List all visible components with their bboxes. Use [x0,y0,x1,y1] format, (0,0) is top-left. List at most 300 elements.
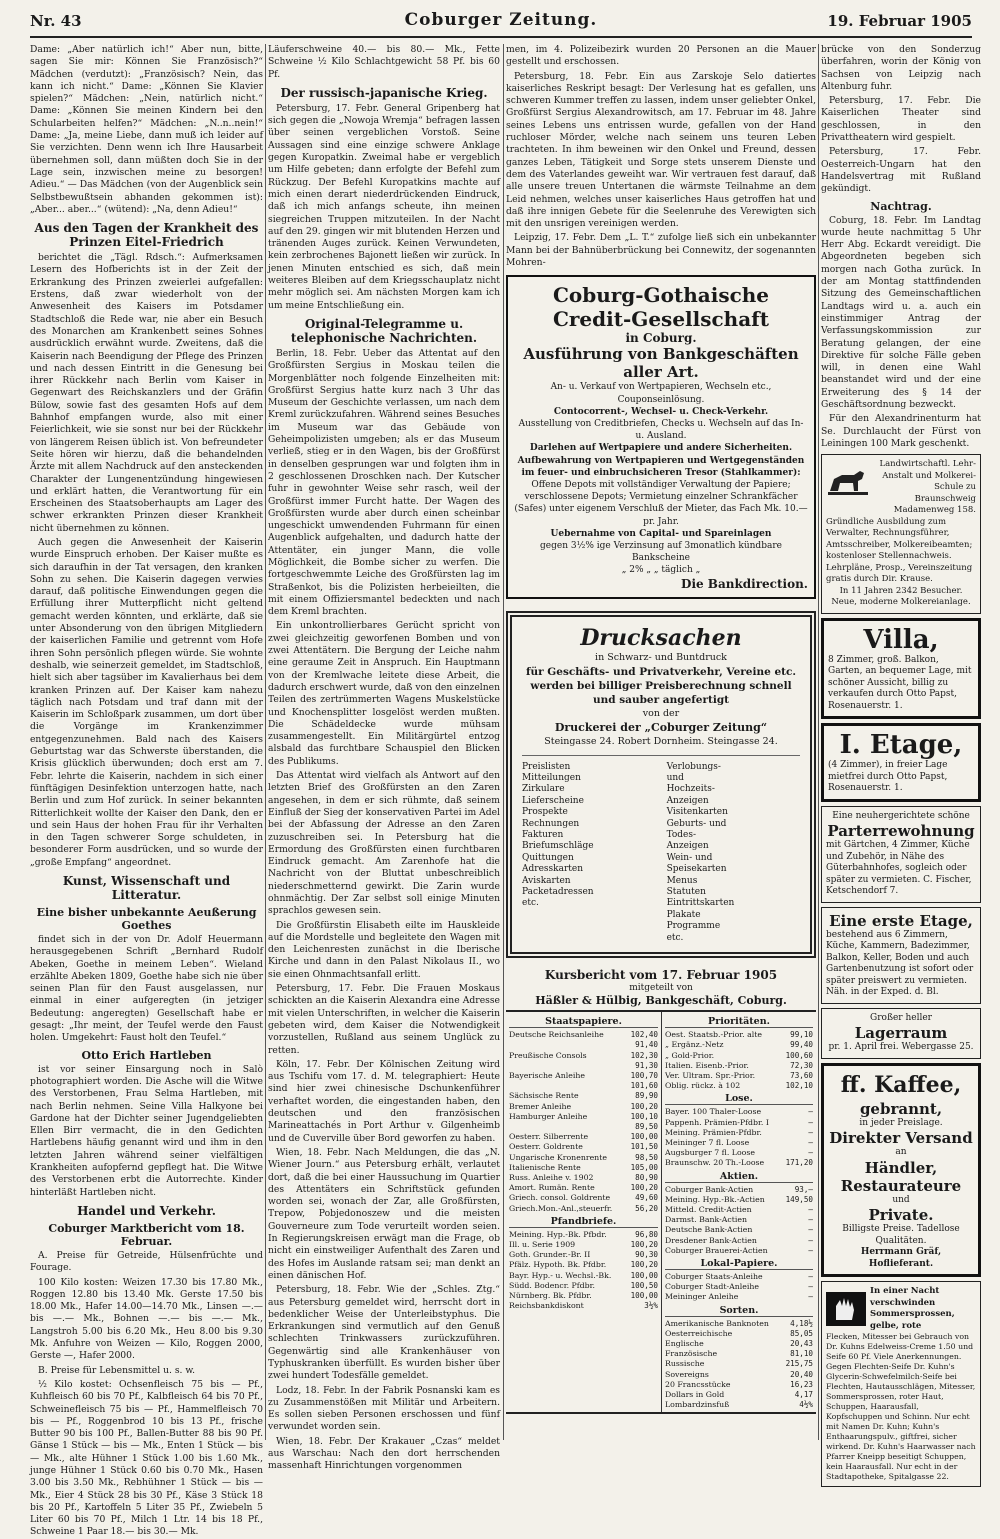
exchange-value: 90,30 [635,1250,658,1260]
section-heading: Nachtrag. [870,199,932,213]
cream-title: In einer Nacht verschwinden Sommersprossen, gelbe, rote [870,1286,955,1331]
exchange-row [665,1071,813,1081]
exchange-value: 72,30 [790,1060,813,1070]
exchange-name: Deutsche Reichsanleihe [509,1030,604,1040]
article-text: Köln, 17. Febr. Der Kölnischen Zeitung wird aus Tschifu vom 17. d. M. telegraphiert: Heute sind hier zwei chinesische Dschunkenführer verhaftet worden, die eingestanden haben, den deutschen und den französischen Marineattachés in Port Arthur v. Gilgenheimb und de Cuverville über Bord geworfen zu haben. [268,1058,500,1144]
exchange-row [665,1205,813,1215]
article-heading: Otto Erich Hartleben [81,1048,212,1062]
print-shop-advertisement [506,611,816,959]
exchange-name: Lombardzinsfuß [665,1400,730,1410]
exchange-row [509,1040,658,1050]
exchange-row [665,1158,813,1168]
exchange-row [509,1061,658,1071]
print-products-left [522,762,655,945]
exchange-name: Meining. Hyp.-Bk.-Actien [665,1194,765,1204]
exchange-group-heading: Lokal-Papiere. [665,1258,813,1270]
exchange-value: 49,60 [635,1193,658,1203]
exchange-value: 89,90 [635,1091,658,1101]
exchange-name: „ Gold-Prior. [665,1050,715,1060]
article-text: ½ Kilo kostet: Ochsenfleisch 75 bis — Pf., Kuhfleisch 60 bis 70 Pf., Kalbfleisch 64 bis 70 Pf., Schweinefleisch 75 bis — Pf., Hammelfleisch 70 bis — Pf., Roggenbrod 10 bis 13 Pf., frische Butter 90 bis 100 Pf., Ballen-Butter 88 bis 90 Pf. Gänse 1 Stück — bis — Mk., Enten 1 Stück — bis — Mk., alte Hühner 1 Stück 1.00 bis 1.60 Mk., junge Hühner 1 Stück 0.60 bis 0.70 Mk., Hasen 3.00 bis 3.50 Mk., Rebhühner 1 Stück — bis — Mk., Eier 4 Stück 28 bis 30 Pf., Käse 3 Stück 18 bis 20 Pf., Kartoffeln 5 Liter 35 Pf., Zwiebeln 5 Liter 60 bis 70 Pf., Milch 1 Ltr. 14 bis 18 Pf., Schweine 1 Paar 18.— bis 30.— Mk. [30,1378,263,1538]
print-product-item: Lieferscheine [522,795,584,806]
article-text: B. Preise für Lebensmittel u. s. w. [38,1364,196,1376]
article-text: Coburg, 18. Febr. Im Landtag wurde heute nachmittag 5 Uhr Herr Abg. Eckardt vereidigt. Die Abgeordneten begeben sich morgen nach Gotha zurück. In der am Montag stattfindenden Sitzung des Gemeinschaftlichen Landtags wird u. a. auch ein einstimmiger Antrag der Verfassungskommission zur Beratung gelangen, der eine Direktive für solche Fälle geben will, in denen eine Wahl beanstandet wird und der eine Erweiterung des § 14 der Geschäftsordnung bezweckt. [821,214,981,411]
print-product-item: Packetadressen etc. [522,887,594,909]
etage-advertisement [821,723,981,802]
exchange-value: 101,60 [630,1081,658,1091]
exchange-row [509,1271,658,1281]
exchange-row [665,1138,813,1148]
apartment-advertisement [821,806,981,903]
article-text: findet sich in der von Dr. Adolf Heuermann herausgegebenen Schrift „Bernhard Rudolf Abeken, Goethe in meinem Leben“. Wieland erzählte Abeken 1809, Goethe habe sich nie über seinen Plan für den Faust ausgelassen, nur einmal in einer aufgeregten (in jetziger Bedeutung: angeregten) Gesellschaft habe er gesagt: „Ihr meint, der Teufel werde den Faust holen. Umgekehrt: Faust holt den Teufel.“ [30,934,263,1044]
exchange-name: 20 Francsstücke [665,1379,731,1389]
page-header [30,6,972,38]
exchange-value: 20,43 [790,1338,813,1348]
exchange-name: „ Ergänz.-Netz [665,1040,724,1050]
article-text: brücke von den Sonderzug überfahren, worin der König von Sachsen von Leipzig nach Altenburg fuhr. [821,44,981,92]
exchange-row [665,1128,813,1138]
exchange-value: 89,50 [635,1121,658,1131]
exchange-row [665,1390,813,1400]
exchange-name: Sovereigns [665,1369,709,1379]
exchange-row [665,1400,813,1410]
exchange-row [665,1148,813,1158]
exchange-row [509,1081,658,1091]
exchange-name: Goth. Grunder.-Br. II [509,1250,591,1260]
exchange-name: Bayr. Hyp.- u. Wechsl.-Bk. [509,1270,612,1280]
bank-signature: Die Bankdirection. [681,576,808,591]
article-text: 100 Kilo kosten: Weizen 17.30 bis 17.80 Mk., Roggen 12.80 bis 13.40 Mk. Gerste 17.50 bis 18.00 Mk., Hafer 14.00—14.70 Mk., Linsen —.— bis —.— Mk., Bohnen —.— bis —.— Mk., Langstroh 5.00 bis 6.20 Mk., Heu 8.00 bis 9.30 Mk. Anfuhre von Weizen — Kilo, Roggen 2000, Gerste —, Hafer 2000. [30,1276,263,1362]
hand-icon [826,1292,866,1326]
article-text: Das Attentat wird vielfach als Antwort auf den letzten Brief des Großfürsten an den Zaren angesehen, in dem er sich rühmte, daß seinem Einfluß der Sieg der konservativen Partei im Adel bei der Abfassung der Adresse an den Zaren zuzuschreiben sei. In Petersburg hat die Ermordung des Großfürsten einen furchtbaren Eindruck gemacht. Am Zarenhofe hat die Nachricht von der Bluttat unbeschreiblich niederschmetternd gewirkt. Die Zarin wurde ohnmächtig. Der Zar selbst soll einige Minuten sprachlos gewesen sein. [268,770,500,917]
exchange-name: Braunschw. 20 Th.-Loose [665,1158,765,1168]
exchange-name: Meining. Hyp.-Bk. Pfbdr. [509,1229,607,1239]
exchange-value: 100,50 [630,1280,658,1290]
exchange-name: Russische [665,1359,705,1369]
exchange-name: Italien. Eisenb.-Prior. [665,1060,749,1070]
page-number: Nr. 43 [30,12,82,30]
article-heading: Aus den Tagen der Krankheit des Prinzen Eitel-Friedrich [34,221,259,250]
exchange-row [509,1183,658,1193]
exchange-row [665,1195,813,1205]
school-note: In 11 Jahren 2342 Besucher. Neue, moderne Molkereianlage. [831,585,971,608]
horse-logo-icon [826,467,870,497]
exchange-value: 98,50 [635,1152,658,1162]
cream-desc: Flecken, Mitesser bei Gebrauch von Dr. Kuhns Edelweiss-Creme 1.50 und Seife 60 Pf. Viele Anerkennungen. Gegen Flechten-Seife Dr. Kuhn's Glycerin-Schwefelmilch-Seife bei Flechten, Hautausschlägen, Mitesser, Sommersprossen, roter Haut, Schuppen, Haarausfall, Kopfschuppen und Schinn. Nur echt mit Namen Dr. Kuhn; Kuhn's Enthaarungspulv., giftfrei, sicher wirkend. Dr. Kuhn's Haarwasser nach Pfarrer Kneipp beseitigt Schuppen, kein Haarausfall. Nur echt in der Stadtapotheke, Spitalgasse 22. [826,1332,976,1482]
exchange-value: — [808,1204,813,1214]
print-product-item: Geburts- und Todes-Anzeigen [666,818,727,852]
exchange-value: 100,00 [630,1290,658,1300]
apartment-title: Parterrewohnung [827,822,975,841]
section-heading: Original-Telegramme u. telephonische Nachrichten. [290,316,478,345]
exchange-value: 20,40 [790,1369,813,1379]
exchange-value: 101,50 [630,1142,658,1152]
coffee-line: an [895,1147,907,1158]
exchange-value: 4½% [799,1400,813,1410]
article-heading: Coburger Marktbericht vom 18. Februar. [48,1221,245,1248]
coffee-line: Direkter Versand [829,1129,973,1148]
exchange-name: Pappenh. Prämien-Pfdbr. I [665,1117,769,1127]
exchange-row [509,1153,658,1163]
article-text: berichtet die „Tägl. Rdsch.“: Aufmerksamen Lesern des Hofberichts ist in der Zeit der Erkrankung des Prinzen zweierlei aufgefallen: Erstens, daß zwar wiederholt von der Anwesenheit des Kaisers im Potsdamer Stadtschloß die Rede war, nie aber ein Besuch des Monarchen am Krankenbett seines Sohnes ausdrücklich erwähnt wurde. Zweitens, daß die Kaiserin nach Beendigung der Pflege des Prinzen und nach dessen Eintritt in die Genesung bei ihrer Rückkehr nach Berlin vom Kaiser in Gegenwart des Reichskanzlers und der Gräfin Bülow, sowie fast des gesamten Hofs auf dem Bahnhof empfangen wurde, also mit einer Feierlichkeit, wie sie sonst nur bei der Rückkehr von längerem Reisen üblich ist. Von befreundeter Seite hören wir hierzu, daß die behandelnden Ärzte mit allem Nachdruck auf den ansteckenden Charakter der Lungenentzündung hingewiesen und erklärt hatten, die Verantwortung für ein Erscheinen des Staatsoberhaupts am Lager des schwer erkrankten Prinzen dieser Krankheit nicht übernehmen zu können. [30,252,263,534]
exchange-value: 100,20 [630,1101,658,1111]
coffee-line: Billigste Preise. Tadellose Qualitäten. [842,1224,960,1246]
exchange-value: — [808,1215,813,1225]
article-text: Wien, 18. Febr. Nach Meldungen, die das „N. Wiener Journ.“ aus Petersburg erhält, verlautet dort, daß die bei einer Haussuchung im Quartier des Attentäters ein Schriftstück gefunden worden sei, wonach der Zar, alle Großfürsten, Trepow, Pobjedonoszew und die meisten Gouverneure zum Tode verurteilt worden seien. In Regierungskreisen erwägt man die Frage, ob nicht ein einstweiliger Aufenthalt des Zaren und des Hofes im Auslande ratsam sei; man denkt an einen dänischen Hof. [268,1146,500,1281]
coffee-advertisement [821,1063,981,1278]
exchange-name: Oesterr. Goldrente [509,1142,583,1152]
print-products-right [667,762,800,945]
exchange-name: Griech.Mon.-Anl.,steuerfr. [509,1203,613,1213]
bank-line: Uebernahme von Capital- und Spareinlagen [550,528,772,539]
exchange-row [509,1260,658,1270]
exchange-value: — [808,1235,813,1245]
exchange-row [509,1193,658,1203]
exchange-row [665,1185,813,1195]
exchange-value: — [808,1282,813,1292]
school-desc: Gründliche Ausbildung zum Verwalter, Rechnungsführer, Amtsschreiber, Molkereibeamten; kostenloser Stellennachweis. Lehrpläne, Prosp., Vereinszeitung gratis durch Dir. Krause. [826,516,973,585]
exchange-name: Hamburger Anleihe [509,1111,588,1121]
bank-subtitle: Ausführung von Bankgeschäften aller Art. [523,345,799,382]
print-product-item: Preislisten [522,761,571,772]
column-rule [818,44,819,1440]
exchange-value: 100,20 [630,1260,658,1270]
exchange-name: Amort. Rumän. Rente [509,1183,595,1193]
exchange-row [665,1030,813,1040]
print-shop-name: Druckerei der „Coburger Zeitung“ [554,720,768,734]
print-shop-line: von der [642,707,680,719]
print-product-item: Rechnungen [522,818,580,829]
villa-desc: 8 Zimmer, groß. Balkon, Garten, an bequemer Lage, mit schöner Aussicht, billig zu verkaufen durch Otto Papst, Rosenauerstr. 1. [828,654,972,711]
article-text: men, im 4. Polizeibezirk wurden 20 Personen an die Mauer gestellt und erschossen. [506,44,816,68]
bank-line: gegen 3½% ige Verzinsung auf 3monatlich kündbare Bankscheine [540,540,782,564]
exchange-name: Pfälz. Hypoth. Bk. Pfdbr. [509,1260,607,1270]
exchange-value: — [808,1225,813,1235]
exchange-name: Meining. Prämien-Pfdbr. [665,1127,762,1137]
bank-line: Ausstellung von Creditbriefen, Checks u. Wechseln auf das In- u. Ausland. [518,418,804,442]
print-product-item: Programme etc. [666,921,721,943]
article-text: Leipzig, 17. Febr. Dem „L. T.“ zufolge ließ sich ein unbekannter Mann bei der Bahnüberbrückung bei Connewitz, der sogenannten Mohren- [506,232,816,269]
article-text: Lodz, 18. Febr. In der Fabrik Posnanski kam es zu Zusammenstößen mit Militär und Arbeitern. Es sollen sieben Personen erschossen und fünf verwundet worden sein. [268,1384,500,1433]
article-text: Ein unkontrollierbares Gerücht spricht von zwei gleichzeitig geworfenen Bomben und von zwei Attentätern. Die Bergung der Leiche nahm eine geraume Zeit in Anspruch. Ein Hauptmann von der Kremlwache leitete diese Arbeit, die dadurch erschwert wurde, daß von den einzelnen Teilen des zertrümmerten Wagens Muskelstücke und Knochensplitter losgelöst werden mußten. Die Schädeldecke wurde mühsam zusammengestellt. Ein Militärgürtel entzog alsbald das furchtbare Schauspiel den Blicken des Publikums. [268,620,500,767]
print-product-item: Wein- und Speisekarten [666,852,727,875]
print-product-item: Mitteilungen [522,773,581,783]
exchange-value: 91,30 [635,1060,658,1070]
print-product-item: Adresskarten [522,864,583,875]
exchange-row [665,1246,813,1256]
storage-desc: pr. 1. April frei. Webergasse 25. [828,1042,974,1053]
bank-line: Aufbewahrung von Wertpapieren und Wertgegenständen im feuer- und einbruchsicheren Tresor (Stahlkammer): [517,455,805,478]
exchange-name: Bayer. 100 Thaler-Loose [665,1107,762,1117]
exchange-row [509,1230,658,1240]
exchange-name: Coburger Bank-Actien [665,1184,754,1194]
article-text: Berlin, 18. Febr. Ueber das Attentat auf den Großfürsten Sergius in Moskau teilen die Morgenblätter noch folgende Einzelheiten mit: Großfürst Sergius hatte kurz nach 3 Uhr das Museum der Geschichte verlassen, um nach dem Kreml zurückzufahren. Während seines Besuches im Museum war das Gebäude von Geheimpolizisten umgeben; als er das Museum verließ, stieg er in den Wagen, bis der Großfürst in denselben gesprungen war und folgten ihm in 2 geschlossenen Droschken nach. Der Kutscher fuhr in gewohnter Weise sehr rasch, weil der Großfürst immer Furcht hatte. Der Wagen des Großfürsten wurde aber durch einen scheinbar ungeschickt umwendenden Fuhrmann für einen Augenblick aufgehalten, und dadurch hatte der Attentäter, ein junger Mann, die volle Möglichkeit, die Bombe sicher zu werfen. Die fortgeschwemmte Leiche des Großfürsten lag im Straßenkot, bis die Polizisten herbeieilten, die mit einem Offiziersmantel bedeckten und nach dem Kreml brachten. [268,347,500,618]
exchange-name: Ver. Ultram. Spr.-Prior. [665,1070,756,1080]
bank-line: An- u. Verkauf von Wertpapieren, Wechseln etc., Couponseinlösung. [550,382,772,405]
exchange-value: 100,60 [785,1050,813,1060]
exchange-value: 56,20 [635,1203,658,1213]
article-text: Petersburg, 17. Febr. Oesterreich-Ungarn hat den Handelsvertrag mit Rußland gekündigt. [821,146,981,195]
print-shop-line: für Geschäfts- und Privatverkehr, Vereine etc. [525,665,797,678]
print-product-item: Briefumschläge [522,841,594,852]
exchange-value: 99,10 [790,1030,813,1040]
coffee-line: in jeder Preislage. [859,1117,943,1128]
exchange-row [665,1051,813,1061]
exchange-group-heading: Sorten. [665,1305,813,1317]
exchange-value: 91,40 [635,1040,658,1050]
exchange-value: — [808,1148,813,1158]
exchange-name: Deutsche Bank-Actien [665,1225,753,1235]
etage-title: I. Etage, [839,730,963,761]
article-text: Wien, 18. Febr. Der Krakauer „Czas“ meldet aus Warschau: Nach den dort herrschenden massenhaft Hinrichtungen vorgenommen [268,1435,500,1472]
exchange-row [665,1329,813,1339]
etage-desc: (4 Zimmer), in freier Lage mietfrei durch Otto Papst, Rosenauerstr. 1. [828,760,948,794]
print-product-item: Fakturen [522,830,564,841]
exchange-value: 93,— [794,1184,813,1194]
coffee-vendor: Herrmann Gräf, Hoflieferant. [860,1247,942,1269]
exchange-value: — [808,1245,813,1255]
exchange-row [509,1030,658,1040]
article-text: Petersburg, 17. Febr. Die Kaiserlichen Theater sind geschlossen, in den Privattheatern wird gespielt. [821,95,981,144]
cream-advertisement [821,1281,981,1487]
article-text: Petersburg, 18. Febr. Wie der „Schles. Ztg.“ aus Petersburg gemeldet wird, herrscht dort in bedenklicher Weise der Unterleibstyphus. Die Erkrankungen sind vermutlich auf den Genuß schlechten Trinkwassers zurückzuführen. Gegenwärtig sind alle Krankenhäuser von Typhuskranken überfüllt. Es wurden bisher über zwei hundert Todesfälle gemeldet. [268,1284,500,1382]
first-floor-advertisement [821,907,981,1004]
exchange-name: Französische [665,1349,718,1359]
print-product-item: Statuten [666,887,706,898]
exchange-name: Bayerische Anleihe [509,1070,585,1080]
exchange-table-left [506,1012,661,1412]
bank-line: „ 2% „ „ täglich „ [621,565,701,576]
apartment-intro: Eine neuhergerichtete schöne [832,810,970,821]
coffee-sub: gebrannt, [859,1099,943,1118]
exchange-name: Coburger Staats-Anleihe [665,1271,763,1281]
exchange-row [509,1291,658,1301]
article-heading: Eine bisher unbekannte Aeußerung Goethes [36,906,257,932]
exchange-value: 85,05 [790,1328,813,1338]
exchange-value: 96,80 [635,1229,658,1239]
column-1 [30,44,263,1538]
exchange-name: Sächsische Rente [509,1091,579,1101]
print-product-item: Visitenkarten [666,807,728,818]
column-3 [506,44,816,1440]
column-4 [821,44,981,1482]
exchange-row [665,1319,813,1329]
bank-place: in Coburg. [625,331,697,346]
exchange-value: — [808,1292,813,1302]
exchange-value: 102,10 [785,1081,813,1091]
exchange-value: 100,70 [630,1070,658,1080]
exchange-row [665,1215,813,1225]
exchange-name: Reichsbankdiskont [509,1301,584,1311]
print-shop-address: Steingasse 24. Robert Dornheim. Steingasse 24. [544,735,778,747]
first-floor-title: Eine erste Etage, [829,911,973,930]
coffee-line: Händler, Restaurateure [840,1158,962,1195]
exchange-row [509,1281,658,1291]
section-heading: Der russisch-japanische Krieg. [280,85,488,100]
exchange-value: 81,10 [790,1349,813,1359]
villa-advertisement [821,618,981,720]
exchange-row [509,1240,658,1250]
exchange-row [509,1112,658,1122]
exchange-value: 99,40 [790,1040,813,1050]
print-product-item: Eintrittskarten [666,898,735,909]
article-text: Die Großfürstin Elisabeth eilte im Hauskleide auf die Mordstelle und begleitete den Wagen mit den Leichenresten zunächst in die Iberische Kirche und dann in den Palast Nikolaus II., wo sie einen Ohnmachtsanfall erlitt. [268,919,500,980]
school-title: Landwirtschaftl. Lehr-Anstalt und Molkerei-Schule zu Braunschweig [879,459,976,504]
newspaper-title: Coburger Zeitung. [404,10,598,30]
exchange-row [665,1118,813,1128]
section-heading: Handel und Verkehr. [77,1203,216,1218]
exchange-row [509,1122,658,1132]
exchange-name: Englische [665,1338,704,1348]
exchange-name: Coburger Stadt-Anleihe [665,1282,759,1292]
exchange-row [509,1091,658,1101]
exchange-name: Oest. Staatsb.-Prior. alte [665,1030,762,1040]
exchange-value: 73,60 [790,1070,813,1080]
issue-date: 19. Februar 1905 [827,12,972,30]
school-address: Madamenweg 158. [893,505,976,516]
exchange-row [665,1282,813,1292]
exchange-row [509,1173,658,1183]
exchange-value: 3½% [644,1301,658,1311]
exchange-name: Darmst. Bank-Actien [665,1215,747,1225]
exchange-name: Oesterreichische [665,1328,733,1338]
exchange-group-heading: Pfandbriefe. [509,1216,658,1228]
print-shop-line: in Schwarz- und Buntdruck [595,651,727,663]
exchange-name: Mitteld. Credit-Actien [665,1204,752,1214]
exchange-row [509,1250,658,1260]
article-text: Auch gegen die Anwesenheit der Kaiserin wurde Einspruch erhoben. Der Kaiser mußte es sich daraufhin in der Tat versagen, den kranken Sohn zu sehen. Die Kaiserin dagegen verwies darauf, daß politische Einwendungen gegen die Erfüllung ihrer Mutterpflicht nicht geltend gemacht werden könnten, und erklärte, daß sie unter Absonderung von den übrigen Mitgliedern der kaiserlichen Familie und getrennt vom Hofe ihren Sohn persönlich pflegen würde. Sie wohnte deshalb, wie seinerzeit gemeldet, im Stadtschloß, hielt sich aber tagsüber im Kavalierhaus bei dem kranken Prinzen auf. Der Kaiser kam nahezu täglich nach Potsdam und traf dann mit der Kaiserin im Schloßpark zusammen, um dort über die Vorgänge im Krankenzimmer entgegenzunehmen. Bald nach des Kaisers Geburtstag war das Schwerste überstanden, die Krisis glücklich überwunden; doch erst am 7. Febr. lehrte die Kaiserin, nachdem in sich einer fünftägigen Desinfektion unterzogen hatte, nach Berlin und zum Hof zurück. In seiner bekannten Ritterlichkeit wollte der Kaiser den Dank, den er und sein Haus der hohen Frau für ihr Verhalten in den Tagen schwerer Sorge schuldeten, in besonderer Form ausdrücken, und so wurde der „große Empfang“ angeordnet. [30,536,263,868]
exchange-name: Amerikanische Banknoten [665,1318,769,1328]
article-text: Läuferschweine 40.— bis 80.— Mk., Fette Schweine ½ Kilo Schlachtgewicht 58 Pf. bis 60 Pf. [268,44,500,80]
exchange-name: Südd. Bodencr. Pfdbr. [509,1280,596,1290]
column-rule [503,44,504,1440]
first-floor-desc: bestehend aus 6 Zimmern, Küche, Kammern, Badezimmer, Balkon, Keller, Boden und auch Gartenbenutzung ist sofort oder später preiswert zu vermieten. Näh. in der Exped. d. Bl. [826,929,974,998]
storage-intro: Großer heller [870,1012,932,1023]
villa-title: Villa, [863,624,939,655]
exchange-row [665,1040,813,1050]
exchange-name: Bremer Anleihe [509,1101,572,1111]
exchange-row [665,1236,813,1246]
exchange-value: 171,20 [785,1158,813,1168]
exchange-report-title: Kursbericht vom 17. Februar 1905 [544,968,778,983]
exchange-value: 4,17 [794,1389,813,1399]
exchange-value: 100,10 [630,1111,658,1121]
exchange-row [665,1225,813,1235]
print-product-item: Menus [666,875,698,886]
exchange-report-firm: Häßler & Hülbig, Bankgeschäft, Coburg. [535,994,787,1008]
exchange-value: 80,90 [635,1172,658,1182]
bank-line: Offene Depots mit vollständiger Verwaltung der Papiere; verschlossene Depots; Vermietung einzelner Schrankfächer (Safes) unter eigenem Verschluß der Mieter, das Fach Mk. 10.— pr. Jahr. [514,479,808,527]
bank-line: Darlehen auf Wertpapiere und andere Sicherheiten. [529,443,793,454]
exchange-row [509,1071,658,1081]
school-advertisement [821,454,981,614]
print-products [522,755,800,945]
storage-advertisement [821,1008,981,1059]
exchange-value: — [808,1107,813,1117]
exchange-row [509,1301,658,1311]
exchange-table [506,1010,816,1414]
print-shop-title: Drucksachen [580,624,742,651]
exchange-table-right [661,1012,816,1412]
exchange-group-heading: Lose. [665,1093,813,1105]
exchange-name: Coburger Brauerei-Actien [665,1245,768,1255]
article-text: Petersburg, 18. Febr. Ein aus Zarskoje Selo datiertes kaiserliches Reskript besagt: Der Verlesung hat es gefallen, uns schweren Kummer treffen zu lassen, indem unser geliebter Onkel, Großfürst Sergius Alexandrowitsch, am 17. Februar im 48. Jahre seines Lebens uns entrissen wurde, gefallen von der Hand ruchloser Mörder, welche nach seinem uns teuren Leben trachteten. In ihm beweinen wir den Onkel und Freund, dessen ganzes Leben, Tätigkeit und Sorge stets unserem Dienste und dem des Vaterlandes geweiht war. Wir vertrauen fest darauf, daß alle unsere treuen Untertanen die wärmste Teilnahme an dem Leid nehmen, welches unser kaiserliches Haus getroffen hat und daß ihre innigen Gebete für die Seelenruhe des Verewigten sich mit den unsrigen vereinigen werden. [506,70,816,230]
exchange-name: Meininger Anleihe [665,1292,739,1302]
exchange-value: 149,50 [785,1194,813,1204]
exchange-value: 102,40 [630,1030,658,1040]
exchange-name: Preußische Consols [509,1050,587,1060]
exchange-name: Nürnberg. Bk. Pfdbr. [509,1290,592,1300]
coffee-line: und [892,1194,910,1205]
exchange-group-heading: Aktien. [665,1171,813,1183]
print-product-item: Zirkulare [522,784,565,795]
exchange-name: Griech. consol. Goldrente [509,1193,611,1203]
apartment-desc: mit Gärtchen, 4 Zimmer, Küche und Zubehör, in Nähe des Güterbahnhofes, sogleich oder später zu vermieten. C. Fischer, Ketschendorf 7. [826,840,972,897]
exchange-row [665,1380,813,1390]
article-text: Für den Alexandrinenturm hat Se. Durchlaucht der Fürst von Leiningen 100 Mark geschenkt. [821,413,981,449]
exchange-row [665,1081,813,1091]
exchange-report-sub: mitgeteilt von [629,983,693,994]
article-text: Petersburg, 17. Febr. General Gripenberg hat sich gegen die „Nowoja Wremja“ befragen lassen über seinen vergeblichen Vorstoß. Seine Aussagen sind eine einzige schwere Anklage gegen Kuropatkin. Zweimal habe er vergeblich um Hilfe gebeten; dann erfolgte der Befehl zum Rückzug. Der Befehl Kuropatkins machte auf mich einen derart niederdrückenden Eindruck, daß ich mich anfangs scheute, ihn meinen siegreichen Truppen mitzuteilen. In der Nacht auf den 29. gingen wir mit blutenden Herzen und tränenden Auges zurück. Keinen Verwundeten, kein zerbrochenes Bajonett ließen wir zurück. In jenen Minuten entschied es sich, daß mein weiteres Bleiben auf dem Kriegsschauplatz nicht mehr möglich sei. Am nächsten Morgen kam ich um meine Entschließung ein. [268,102,500,311]
exchange-value: 105,00 [630,1162,658,1172]
exchange-row [509,1132,658,1142]
exchange-name: Italienische Rente [509,1162,581,1172]
article-text: Dame: „Aber natürlich ich!“ Aber nun, bitte, sagen Sie mir: Können Sie Französisch?“ Mädchen (verdutzt): „Französisch? Nein, das kann ich nicht.“ Dame: „Können Sie Klavier spielen?“ Mädchen: „Nein, natürlich nicht.“ Dame: „Können Sie meinen Kindern bei den Schularbeiten helfen?“ Mädchen: „N..n..nein!“ Dame: „Ja, meine Liebe, dann muß ich leider auf Sie verzichten. Denn wenn ich Ihre Hausarbeit übernehmen soll, dann müßten doch Sie in der Lage sein, inzwischen meine zu besorgen! Adieu.“ — Das Mädchen (von der Augenblick sein Selbstbewußtsein abhanden gekommen ist): „Aber... aber...“ (wütend): „Na, denn Adieu!“ [30,44,263,215]
exchange-row [509,1051,658,1061]
exchange-value: 100,20 [630,1239,658,1249]
exchange-value: 100,00 [630,1132,658,1142]
exchange-value: — [808,1137,813,1147]
exchange-value: 100,20 [630,1183,658,1193]
exchange-name: Augsburger 7 fl. Loose [665,1148,755,1158]
bank-advertisement [506,275,816,598]
exchange-name: Dollars in Gold [665,1389,725,1399]
coffee-title: ff. Kaffee, [840,1071,962,1098]
exchange-row [509,1163,658,1173]
column-2 [268,44,500,1472]
bank-title: Coburg-Gothaische Credit-Gesellschaft [552,283,770,332]
exchange-value: — [808,1127,813,1137]
column-rule [265,44,266,1440]
exchange-value: — [808,1271,813,1281]
section-heading: Kunst, Wissenschaft und Litteratur. [62,874,231,902]
exchange-value: 16,23 [790,1379,813,1389]
exchange-name: Oesterr. Silberrente [509,1132,589,1142]
exchange-row [665,1272,813,1282]
exchange-row [665,1370,813,1380]
print-product-item: Aviskarten [522,875,571,886]
print-product-item: Plakate [666,909,701,920]
print-product-item: Prospekte [522,807,568,818]
exchange-value: 100,00 [630,1270,658,1280]
storage-title: Lagerraum [854,1024,948,1043]
exchange-row [665,1061,813,1071]
exchange-row [665,1107,813,1117]
exchange-group-heading: Staatspapiere. [509,1016,658,1028]
exchange-row [509,1204,658,1214]
exchange-value: 215,75 [785,1359,813,1369]
exchange-name: Dresdener Bank-Actien [665,1235,757,1245]
exchange-row [665,1349,813,1359]
bank-line: Contocorrent-, Wechsel- u. Check-Verkehr. [553,406,769,417]
coffee-line: Private. [868,1206,934,1225]
exchange-group-heading: Prioritäten. [665,1016,813,1028]
article-text: ist vor seiner Einsargung noch in Salò photographiert worden. Die Asche will die Witwe des Verstorbenen, Frau Selma Hartleben, mit nach Berlin nehmen. Seine Villa Halkyone bei Gardone hat der Dichter seiner Jugendgeliebten Ellen Birr vermacht, die in den Gedichten Hartlebens häufig genannt wird und ihm in den letzten Jahren während seiner vielfältigen Krankheiten aufopfernd gepflegt hat. Die Witwe des Verstorbenen erbt die Autorrechte. Kinder hinterläßt Hartleben nicht. [30,1063,263,1198]
exchange-row [509,1142,658,1152]
exchange-name: Ungarische Kronenrente [509,1152,607,1162]
exchange-value: 102,30 [630,1050,658,1060]
article-text: Petersburg, 17. Febr. Die Frauen Moskaus schickten an die Kaiserin Alexandra eine Adresse mit vielen Unterschriften, in welcher die Kaiserin gebeten wird, dem Kaiser die Notwendigkeit vorzustellen, Rußland aus seinem Unglück zu retten. [268,983,500,1056]
exchange-row [665,1292,813,1302]
